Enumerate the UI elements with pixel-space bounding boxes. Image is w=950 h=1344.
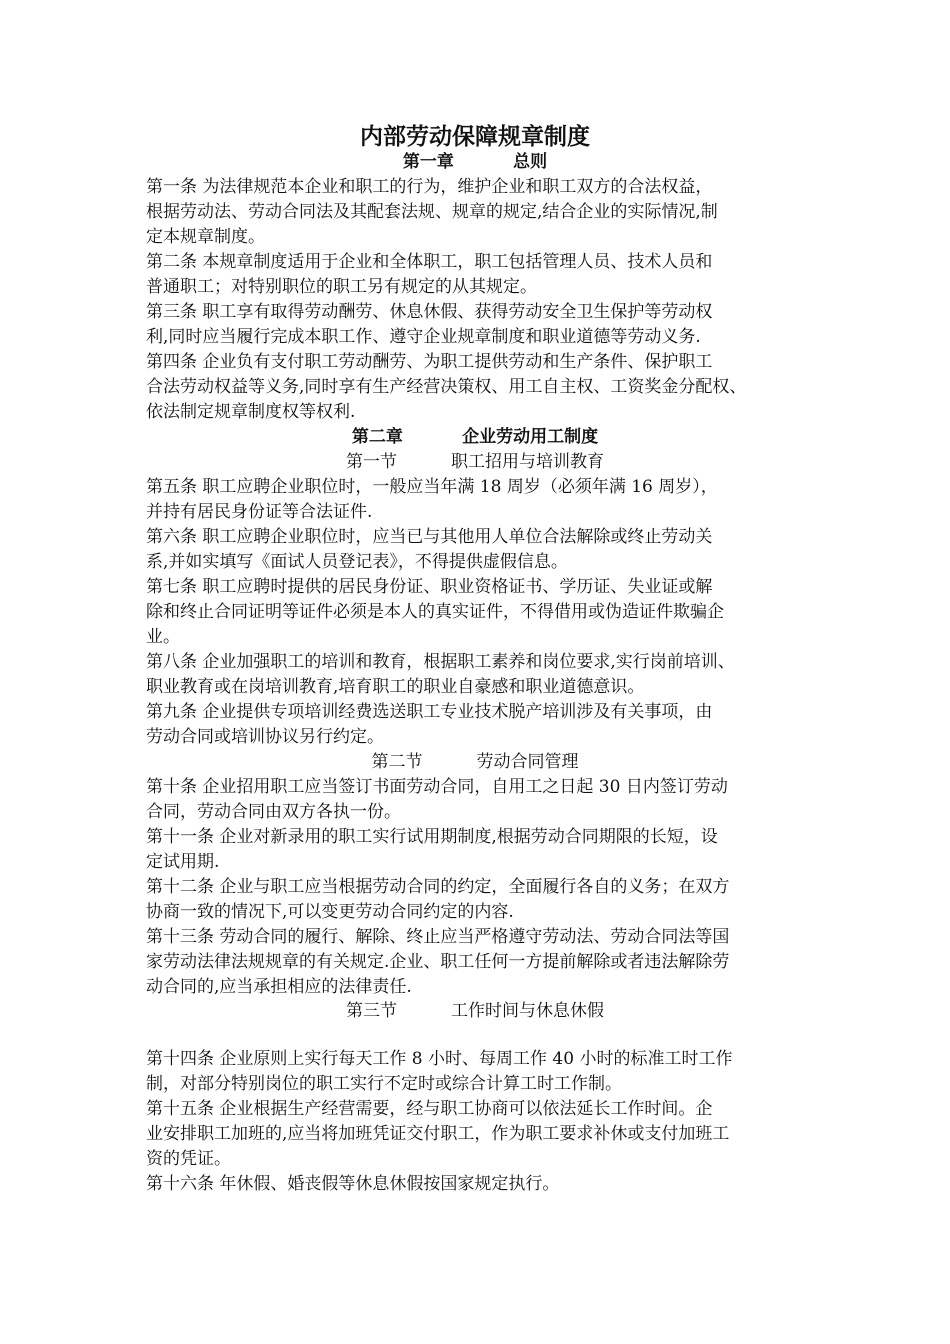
- paragraph-line: 第六条 职工应聘企业职位时，应当已与其他用人单位合法解除或终止劳动关: [146, 527, 713, 547]
- paragraph-line: 第七条 职工应聘时提供的居民身份证、职业资格证书、学历证、失业证或解: [146, 577, 713, 597]
- section3-heading: 第三节 工作时间与休息休假: [345, 1001, 605, 1021]
- paragraph-line: 定本规章制度。: [146, 227, 265, 247]
- paragraph-line: 劳动合同或培训协议另行约定。: [146, 727, 384, 747]
- chapter1-heading: 第一章 总则: [402, 152, 548, 172]
- paragraph-line: 第十五条 企业根据生产经营需要，经与职工协商可以依法延长工作时间。企: [146, 1099, 713, 1119]
- paragraph-line: 系,并如实填写《面试人员登记表》，不得提供虚假信息。: [146, 552, 568, 572]
- section1-heading: 第一节 职工招用与培训教育: [345, 452, 605, 472]
- paragraph-line: 第二条 本规章制度适用于企业和全体职工，职工包括管理人员、技术人员和: [146, 252, 713, 272]
- paragraph-line: 合法劳动权益等义务,同时享有生产经营决策权、用工自主权、工资奖金分配权、: [146, 377, 747, 397]
- paragraph-line: 第五条 职工应聘企业职位时，一般应当年满 18 周岁（必须年满 16 周岁），: [146, 477, 718, 497]
- paragraph-line: 家劳动法律法规规章的有关规定.企业、职工任何一方提前解除或者违法解除劳: [146, 952, 730, 972]
- chapter2-heading: 第二章 企业劳动用工制度: [351, 427, 599, 447]
- section2-heading: 第二节 劳动合同管理: [371, 752, 579, 772]
- paragraph-line: 制，对部分特别岗位的职工实行不定时或综合计算工时工作制。: [146, 1074, 622, 1094]
- paragraph-line: 第一条 为法律规范本企业和职工的行为，维护企业和职工双方的合法权益，: [146, 177, 713, 197]
- paragraph-line: 利,同时应当履行完成本职工作、遵守企业规章制度和职业道德等劳动义务.: [146, 327, 701, 347]
- paragraph-line: 第八条 企业加强职工的培训和教育，根据职工素养和岗位要求,实行岗前培训、: [146, 652, 735, 672]
- paragraph-line: 第九条 企业提供专项培训经费选送职工专业技术脱产培训涉及有关事项，由: [146, 702, 713, 722]
- paragraph-line: 并持有居民身份证等合法证件.: [146, 502, 373, 522]
- paragraph-line: 第十二条 企业与职工应当根据劳动合同的约定，全面履行各自的义务；在双方: [146, 877, 730, 897]
- paragraph-line: 除和终止合同证明等证件必须是本人的真实证件，不得借用或伪造证件欺骗企: [146, 602, 724, 622]
- document-title: 内部劳动保障规章制度: [360, 124, 590, 150]
- paragraph-line: 第十条 企业招用职工应当签订书面劳动合同，自用工之日起 30 日内签订劳动: [146, 777, 728, 797]
- paragraph-line: 定试用期.: [146, 852, 220, 872]
- paragraph-line: 合同，劳动合同由双方各执一份。: [146, 802, 401, 822]
- paragraph-line: 第十四条 企业原则上实行每天工作 8 小时、每周工作 40 小时的标准工时工作: [146, 1049, 733, 1069]
- paragraph-line: 业。: [146, 627, 180, 647]
- paragraph-line: 职业教育或在岗培训教育,培育职工的职业自豪感和职业道德意识。: [146, 677, 645, 697]
- paragraph-line: 根据劳动法、劳动合同法及其配套法规、规章的规定,结合企业的实际情况,制: [146, 202, 718, 222]
- paragraph-line: 动合同的,应当承担相应的法律责任.: [146, 977, 412, 997]
- paragraph-line: 协商一致的情况下,可以变更劳动合同约定的内容.: [146, 902, 514, 922]
- paragraph-line: 资的凭证。: [146, 1149, 231, 1169]
- paragraph-line: 依法制定规章制度权等权利.: [146, 402, 356, 422]
- paragraph-line: 第十三条 劳动合同的履行、解除、终止应当严格遵守劳动法、劳动合同法等国: [146, 927, 730, 947]
- paragraph-line: 业安排职工加班的,应当将加班凭证交付职工，作为职工要求补休或支付加班工: [146, 1124, 730, 1144]
- paragraph-line: 第十六条 年休假、婚丧假等休息休假按国家规定执行。: [146, 1174, 560, 1194]
- paragraph-line: 普通职工；对特别职位的职工另有规定的从其规定。: [146, 277, 537, 297]
- paragraph-line: 第三条 职工享有取得劳动酬劳、休息休假、获得劳动安全卫生保护等劳动权: [146, 302, 713, 322]
- paragraph-line: 第十一条 企业对新录用的职工实行试用期制度,根据劳动合同期限的长短，设: [146, 827, 718, 847]
- paragraph-line: 第四条 企业负有支付职工劳动酬劳、为职工提供劳动和生产条件、保护职工: [146, 352, 713, 372]
